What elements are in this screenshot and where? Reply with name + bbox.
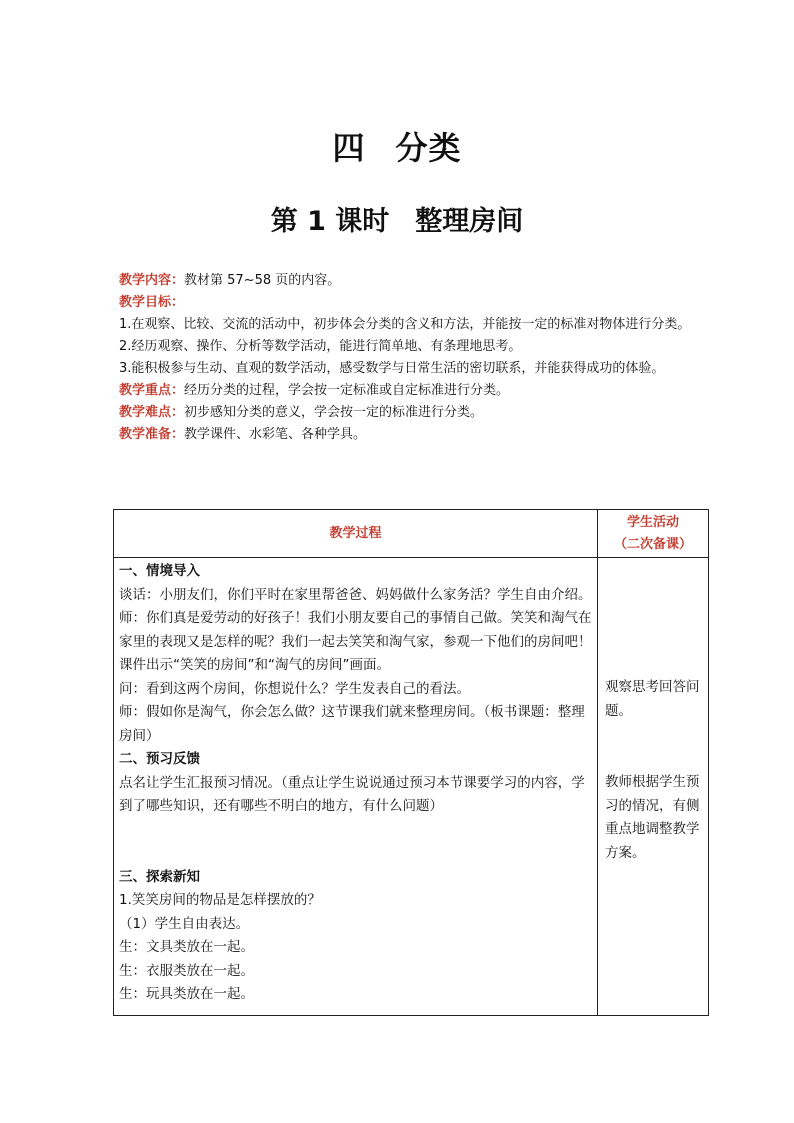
process-header: 教学过程 [114,510,598,558]
section-title: 三、探索新知 [119,868,200,885]
content-label: 教学内容： [119,273,185,288]
process-content [114,558,598,1016]
content-line [119,270,709,292]
prep-text: 教学课件、水彩笔、各种学具。 [184,427,367,442]
section-title: 二、预习反馈 [119,751,200,767]
lesson-title [0,202,794,242]
process-paragraph: 1.笑笑房间的物品是怎样摆放的？ [119,892,321,908]
key-line [119,380,709,402]
table-header-row [114,510,709,558]
unit-name: 分类 [395,129,462,167]
unit-title [0,126,794,170]
student-activity-content [598,558,709,1016]
unit-number: 四 [332,129,366,167]
goal-item: 3.能积极参与生动、直观的数学活动，感受数学与日常生活的密切联系，并能获得成功的体验。 [119,361,665,376]
goal-item: 1.在观察、比较、交流的活动中，初步体会分类的含义和方法，并能按一定的标准对物体进行分类。 [119,317,691,332]
lesson-plan-table [113,509,709,1016]
lesson-name: 整理房间 [415,206,524,237]
difficulty-text: 初步感知分类的意义，学会按一定的标准进行分类。 [184,405,484,420]
key-text: 经历分类的过程，学会按一定标准或自定标准进行分类。 [184,383,510,398]
table-body-row [114,558,709,1016]
process-paragraph: 师：假如你是淘气，你会怎么做？这节课我们就来整理房间。（板书课题：整理房间） [119,704,585,744]
goals-heading [119,292,709,314]
student-note: 教师根据学生预习的情况，有侧重点地调整教学方案。 [605,774,700,861]
section-title: 一、情境导入 [119,563,200,579]
student-note: 观察思考回答问题。 [605,679,700,719]
key-label: 教学重点： [119,383,185,398]
process-paragraph: 谈话：小朋友们，你们平时在家里帮爸爸、妈妈做什么家务活？学生自由介绍。 [119,586,592,603]
process-paragraph: （1）学生自由表达。 [119,915,250,932]
goals-label: 教学目标： [119,295,185,310]
process-paragraph: 生：衣服类放在一起。 [119,962,254,979]
process-paragraph: 生：玩具类放在一起。 [119,986,254,1002]
difficulty-line [119,402,709,424]
process-paragraph: 师：你们真是爱劳动的好孩子！我们小朋友要自己的事情自己做。笑笑和淘气在家里的表现又是怎样的呢？我们一起去笑笑和淘气家，参观一下他们的房间吧！课件出示“笑笑的房间”和“淘气的房间”画面。 [119,610,592,673]
goal-item: 2.经历观察、操作、分析等数学活动，能进行简单地、有条理地思考。 [119,339,522,354]
prep-label: 教学准备： [119,427,185,442]
spacer [119,819,593,866]
content-text: 教材第 57~58 页的内容。 [184,273,341,288]
student-activity-title: 学生活动 [626,514,679,530]
lesson-number: 第 1 课时 [270,206,390,237]
prep-line [119,424,709,446]
student-activity-header [598,510,709,558]
process-paragraph: 点名让学生汇报预习情况。（重点让学生说说通过预习本节课要学习的内容，学到了哪些知识，还有哪些不明白的地方，有什么问题） [119,774,585,814]
student-activity-subtitle: （二次备课） [613,536,692,552]
difficulty-label: 教学难点： [119,405,185,420]
process-paragraph: 生：文具类放在一起。 [119,939,254,955]
process-paragraph: 问：看到这两个房间，你想说什么？学生发表自己的看法。 [119,680,470,697]
lesson-info [119,270,709,446]
